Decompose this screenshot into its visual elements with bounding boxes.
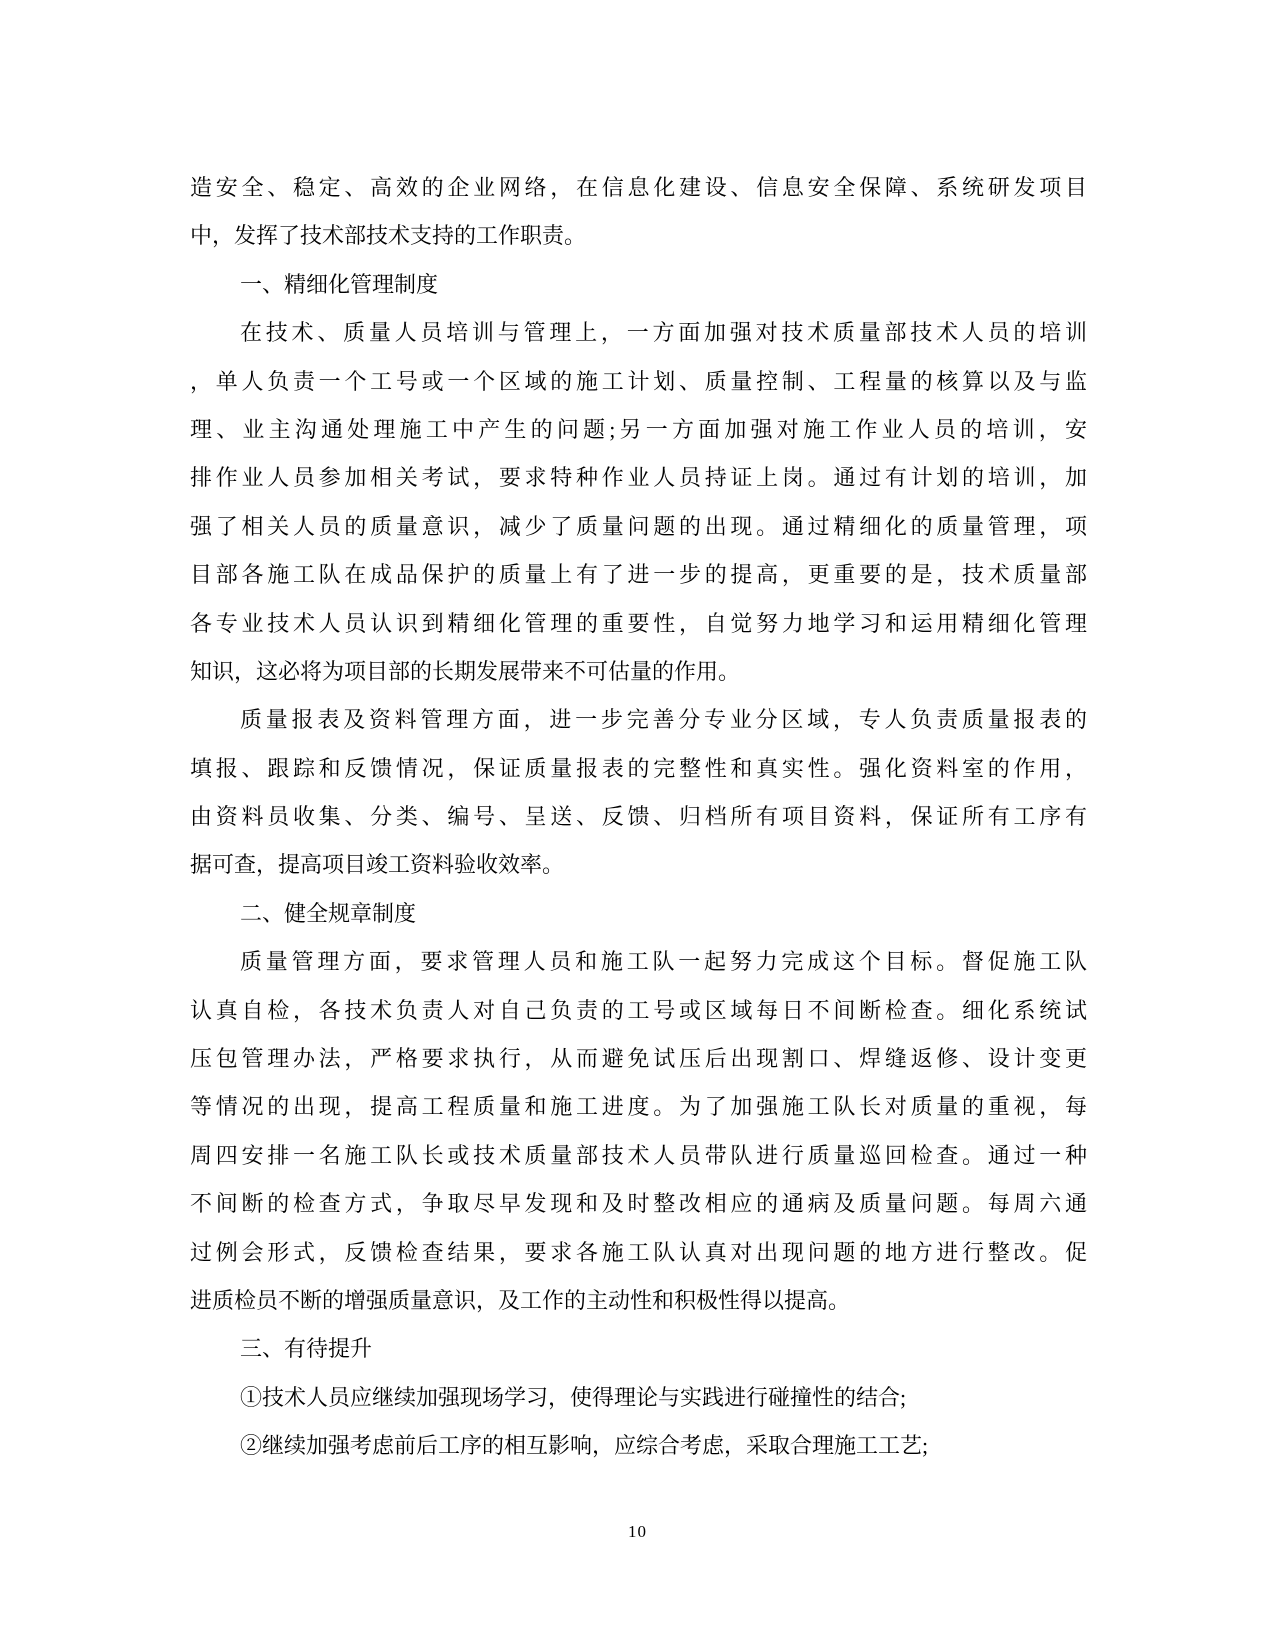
text-line: 质量报表及资料管理方面，进一步完善分专业分区域，专人负责质量报表的	[240, 707, 1087, 733]
text-line: ，单人负责一个工号或一个区域的施工计划、质量控制、工程量的核算以及与监	[190, 368, 1087, 394]
text-line: 过例会形式，反馈检查结果，要求各施工队认真对出现问题的地方进行整改。促	[190, 1239, 1087, 1265]
text-line: 等情况的出现，提高工程质量和施工进度。为了加强施工队长对质量的重视，每	[190, 1094, 1087, 1120]
document-text-block	[190, 164, 1087, 1471]
text-line: 一、精细化管理制度	[240, 271, 439, 297]
text-line: 造安全、稳定、高效的企业网络，在信息化建设、信息安全保障、系统研发项目	[190, 175, 1087, 200]
text-line: 知识，这必将为项目部的长期发展带来不可估量的作用。	[190, 658, 741, 684]
text-line: ②继续加强考虑前后工序的相互影响，应综合考虑，采取合理施工工艺;	[240, 1433, 929, 1459]
text-line: 据可查，提高项目竣工资料验收效率。	[190, 852, 565, 878]
text-line: 不间断的检查方式，争取尽早发现和及时整改相应的通病及质量问题。每周六通	[190, 1191, 1087, 1217]
text-line: 三、有待提升	[240, 1336, 373, 1362]
text-line: 在技术、质量人员培训与管理上，一方面加强对技术质量部技术人员的培训	[240, 320, 1087, 346]
text-line: 排作业人员参加相关考试，要求特种作业人员持证上岗。通过有计划的培训，加	[190, 465, 1087, 491]
text-line: 中，发挥了技术部技术支持的工作职责。	[190, 223, 587, 249]
text-line: 理、业主沟通处理施工中产生的问题;另一方面加强对施工作业人员的培训，安	[190, 416, 1087, 442]
text-line: 目部各施工队在成品保护的质量上有了进一步的提高，更重要的是，技术质量部	[190, 562, 1087, 588]
text-line: 压包管理办法，严格要求执行，从而避免试压后出现割口、焊缝返修、设计变更	[190, 1046, 1087, 1072]
text-line: 填报、跟踪和反馈情况，保证质量报表的完整性和真实性。强化资料室的作用，	[190, 755, 1087, 781]
text-line: 质量管理方面，要求管理人员和施工队一起努力完成这个目标。督促施工队	[240, 949, 1087, 975]
text-line: 强了相关人员的质量意识，减少了质量问题的出现。通过精细化的质量管理，项	[190, 513, 1087, 539]
page-number: 10	[628, 1522, 647, 1541]
text-line: 认真自检，各技术负责人对自己负责的工号或区域每日不间断检查。细化系统试	[190, 997, 1087, 1023]
text-line: 二、健全规章制度	[240, 900, 417, 926]
text-line: 各专业技术人员认识到精细化管理的重要性，自觉努力地学习和运用精细化管理	[190, 610, 1087, 636]
text-line: ①技术人员应继续加强现场学习，使得理论与实践进行碰撞性的结合;	[240, 1384, 907, 1410]
page-footer	[0, 1522, 1275, 1542]
text-line: 进质检员不断的增强质量意识，及工作的主动性和积极性得以提高。	[190, 1287, 851, 1313]
text-line: 由资料员收集、分类、编号、呈送、反馈、归档所有项目资料，保证所有工序有	[190, 804, 1087, 830]
text-line: 周四安排一名施工队长或技术质量部技术人员带队进行质量巡回检查。通过一种	[190, 1142, 1087, 1168]
